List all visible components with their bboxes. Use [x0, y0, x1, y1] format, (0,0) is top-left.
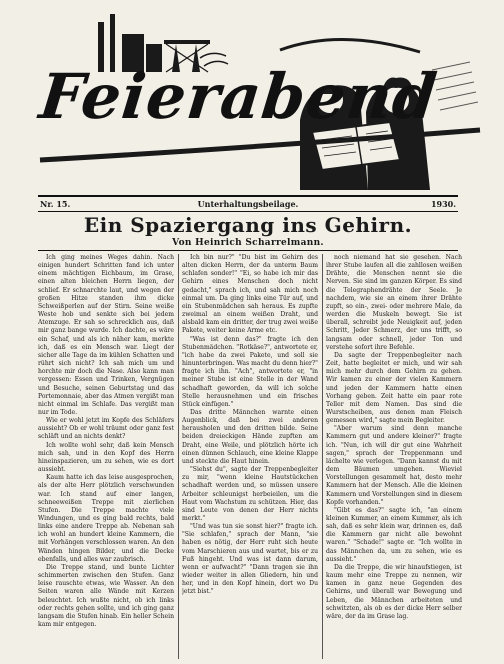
article-column-2	[182, 254, 318, 659]
article-byline: Von Heinrich Scharrelmann.	[172, 238, 324, 248]
paragraph: Da sagte der Treppenbegleiter nach Zeit, hatte begleitet er mich, und wir sah mich mehr durch dem Gehirn zu gehen. Wir kamen zu einer der vielen Kammern und jeden der Kammern hatte einen Vorhang geben. Zeit hatte ein paar rote Teller mit dem Namen. Das sind die Wurstscheiben, aus denen man Fleisch gemessen wird," sagte mein Begleiter.	[326, 351, 462, 425]
masthead-title: Feierabend	[36, 60, 441, 133]
paragraph: noch niemand hat sie gesehen. Nach ihrer Stube laufen all die zahllosen weißen Drähte, die Menschen nennt sie die Nerven. Sie sind im ganzen Körper. Es sind die Telegraphendrähte der Seele. Je nachdem, wie sie an einem ihrer Drähte zupft, so ein-, zwei- oder mehrere Male, da werden die Muskeln bewegt. Sie ist überall, schreibt jede Neuigkeit auf, jeden Schritt, Jeder Schmerz, der uns trifft, so langsam oder schnell, jeder Ton und verstehe sofort ihre Befehle.	[326, 254, 462, 351]
paragraph: Ich bin nur?" "Du bist im Gehirn des alten dicken Herrn, der da unterm Baum schlafen sonder!" "Ei, so habe ich mir das Gehirn eines Menschen doch nicht gedacht," sprach ich, und sah mich noch einmal um. Da ging links eine Tür auf, und ein Stubenmädchen sah heraus. Es zupfte zweimal an einem weißen Draht, und alsbald kam ein dritter, der trug zwei weiße Pakete, weiter keine Arme etc.	[182, 254, 318, 335]
paragraph: Ich ging meines Weges dahin. Nach einigen hundert Schritten fand ich unter einem mächtigen Eichbaum, im Grase, einen alten bleichen Herrn liegen, der schlief. Er schnarchte laut, und wegen der großen Hitze standen ihm dicke Schweißperlen auf der Stirn. Seine weiße Weste hob und senkte sich bei jedem Atemzuge. Er sah so schrecklich aus, daß mir ganz bange wurde. Ich dachte, es wäre ein Schaf, und als ich näher kam, merkte ich, daß es ein Mensch war. Liegt der sicher alle Tage da im kühlen Schatten und rührt sich nicht? Ich sah mich um und horchte mir doch die Nase. Also kann man vergessen: Essen und Trinken, Vergnügen und Besuche, seinen Geburtstag und das Portemonnaie, aber das Atmen vergißt man nicht einmal im Schlafe. Das vergißt man nur im Tode.	[38, 254, 174, 416]
paragraph: Die Treppe stand, und bunte Lichter schimmerten zwischen den Stufen. Ganz leise rauschte etwas, wie Wasser. An den Seiten waren alle Wände mit Kerzen beleuchtet. Ich wußte nicht, ob ich links oder rechts gehen sollte, und ich ging ganz langsam die Stufen hinab. Ein heller Schein kam mir entgegen.	[38, 563, 174, 629]
paragraph: Da die Treppe, die wir hinaufstiegen, ist kaum mehr eine Treppe zu nennen, wir kamen in ganz neue Gegenden des Gehirns, und überall war Bewegung und Leben, die Männchen arbeiteten und schwitzten, als ob es der dicke Herr selber wäre, der da im Grase lag.	[326, 563, 462, 620]
article-column-3	[326, 254, 462, 659]
masthead	[0, 0, 504, 192]
column-divider	[178, 254, 179, 659]
column-divider	[322, 254, 323, 659]
headline-divider	[38, 250, 458, 251]
paragraph: Kaum hatte ich das leise ausgesprochen, als der alte Herr plötzlich verschwunden war. Ich stand auf einer langen, schneeweißen Treppe mit zierlichen Stufen. Die Treppe machte viele Windungen, und es ging bald rechts, bald links eine andere Treppe ab. Nebenan sah ich wohl an hundert kleine Kammern, die mit Vorhängen verschlossen waren. An den Wänden hingen Bilder, und die Decke ebenfalls, und alles war zaubrisch.	[38, 474, 174, 563]
supplement-label: Unterhaltungsbeilage.	[197, 199, 299, 209]
paragraph: "Aber warum sind denn manche Kammern gut und andere kleiner?" fragte ich. "Nun, ich will dir gut eine Wahrheit sagen," sprach der Treppenmann und lächelte wie verlegen. "Dann kannst du mit dem Bäumen umgehen. Wieviel Vorstellungen gesammelt hat, desto mehr Kammern hat der Mensch. Alle die kleinen Kammern und Vorstellungen sind in diesem Kopfe vorhanden."	[326, 425, 462, 506]
issue-year: 1930.	[430, 199, 456, 209]
issue-number: Nr. 15.	[40, 199, 71, 209]
paragraph: Wie er wohl jetzt im Kopfe des Schläfers aussieht? Ob er wohl träumt oder ganz fest schläft und an nichts denkt?	[38, 417, 174, 441]
paragraph: "Was ist denn das?" fragte ich den Stubenmädchen. "Rotkäse?", antwortete er, "ich habe da zwei Pakete, und soll sie hinunterbringen. Was macht du denn hier?" fragte ich ihn. "Ach", antwortete er, "in meiner Stube ist eine Stelle in der Wand schadhaft geworden, da will ich solche Stelle herausnehmen und ein frisches Stück einfügen."	[182, 335, 318, 408]
paragraph: "Und was tun sie sonst hier?" fragte ich. "Sie schlafen," sprach der Mann, "sie haben es nötig, der Herr ruht sich heute vom Marschieren aus und wartet, bis er zu Fuß hingeht. Und was ist dann darum, wenn er aufwacht?" "Dann tragen sie ihn wieder weiter in allen Gliedern, hin und her, und in den Kopf hinein, dort wo Du jetzt bist."	[182, 523, 318, 596]
article-column-1	[38, 254, 174, 659]
article-body	[38, 254, 464, 659]
paragraph: "Siehst du", sagte der Treppenbegleiter zu mir, "wenn kleine Hautstückchen schadhaft werden und, so müssen unsere Arbeiter schleunigst herbeieilen, um die Haut vom Wachstum zu schützen. Hier, das sind Leute von denen der Herr nichts merkt."	[182, 466, 318, 522]
article-headline: Ein Spaziergang ins Gehirn.	[83, 213, 413, 237]
paragraph: Ich wollte wohl sehr, daß kein Mensch mich sah, und in den Kopf des Herrn hineinspazieren, um zu sehen, wie es dort aussieht.	[38, 441, 174, 474]
paragraph: "Gibt es das?" sagte ich, "an einem kleinen Kummer, an einem Kummer, als ich sah, daß es sehr klein war, drinnen es, daß die Kammern gar nicht alle bewohnt waren." "Schade!" sagte er. "Ich wollte in das Männchen da, um zu sehen, wie es aussieht."	[326, 506, 462, 563]
paragraph: Das dritte Männchen warnte einen Augenblick, daß bei zwei anderen herausholen und den dritten bilde. Seine beiden dreieckigen Hände zupften am Draht, eine Weile, und plötzlich hörte ich einen dünnen Schlauch, eine kleine Klappe und steckte die Haut hinein.	[182, 408, 318, 465]
issue-info-bar	[38, 195, 458, 212]
